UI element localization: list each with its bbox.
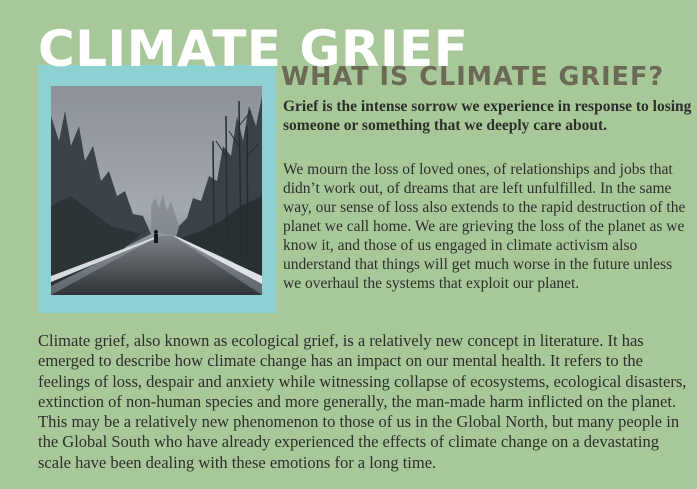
forest-road-photo bbox=[51, 86, 262, 295]
body-paragraph-1: We mourn the loss of loved ones, of relationships and jobs that didn’t work out, of dreams that are left unfulfilled. In the same way, our sense of loss also extends to the rapid destruction of the planet we call home. We are grieving the loss of the planet as we know it, and those of us engaged in climate activism also understand that things will get much worse in the future unless we overhaul the systems that exploit our planet. bbox=[283, 161, 686, 292]
page-title: CLIMATE GRIEF bbox=[38, 20, 469, 78]
body-paragraph-2: Climate grief, also known as ecological grief, is a relatively new concept in literature. It has emerged to describe how climate change has an impact on our mental health. It refers to the feelings of loss, despair and anxiety while witnessing collapse of ecosystems, ecological disasters, extinction of non-human species and more generally, the man-made harm inflicted on the planet. This may be a relatively new phenomenon to those of us in the Global North, but many people in the Global South who have already experienced the effects of climate change on a devastating scale have been dealing with these emotions for a long time. bbox=[38, 331, 687, 472]
section-heading: WHAT IS CLIMATE GRIEF? bbox=[281, 62, 665, 92]
lead-paragraph: Grief is the intense sorrow we experience in response to losing someone or something that we deeply care about. bbox=[283, 98, 692, 134]
